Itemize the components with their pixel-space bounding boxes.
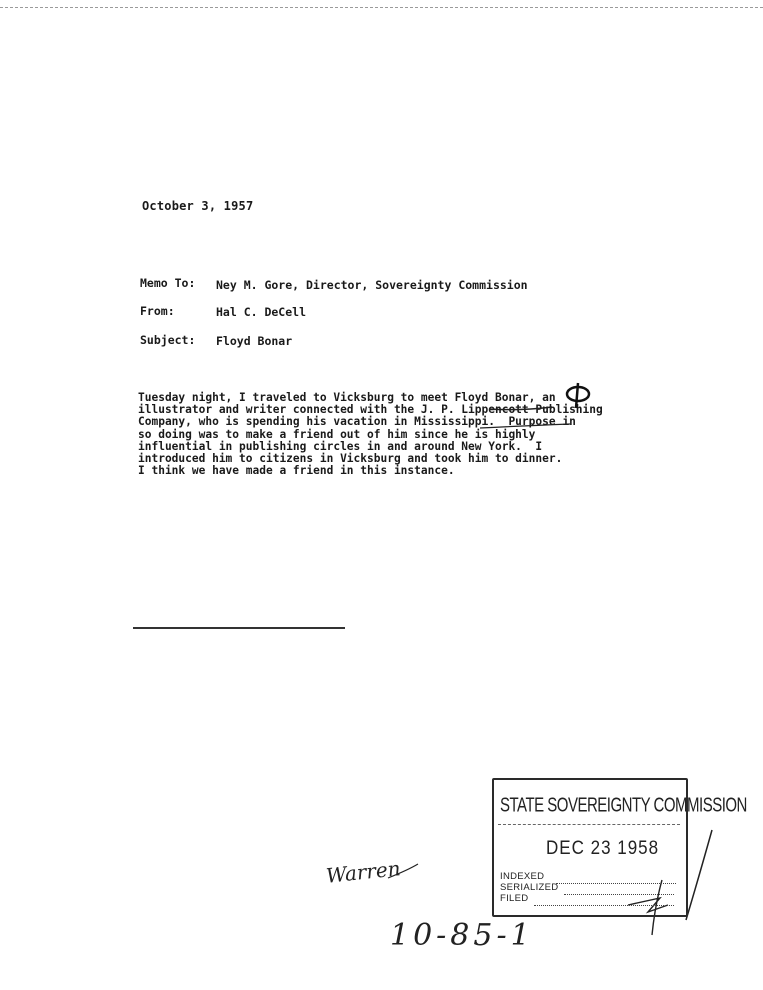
handwritten-file-number: 10-85-1 — [390, 918, 534, 953]
memo-to-label: Memo To: — [140, 276, 196, 290]
subject-label: Subject: — [140, 333, 196, 347]
memo-body — [138, 392, 678, 477]
stamp-filed-line — [534, 905, 674, 906]
signature-rule — [133, 627, 345, 629]
commission-stamp — [492, 778, 747, 917]
stamp-title-rule — [498, 824, 680, 825]
body-line: influential in publishing circles in and around New York. I — [138, 439, 543, 453]
stamp-indexed-line — [556, 883, 676, 884]
from-label: From: — [140, 304, 175, 318]
body-line: illustrator and writer connected with the J. P. Lippencott Publishing — [138, 403, 603, 417]
page-top-edge — [0, 0, 763, 8]
memo-date: October 3, 1957 — [142, 199, 254, 213]
stamp-filed: FILED — [500, 893, 529, 904]
stamp-date: DEC 23 1958 — [546, 836, 660, 859]
stamp-title: STATE SOVEREIGNTY COMMISSION — [500, 794, 747, 817]
body-line: introduced him to citizens in Vicksburg and took him to dinner. — [138, 452, 563, 466]
body-line: Tuesday night, I traveled to Vicksburg to meet Floyd Bonar, an — [138, 391, 556, 404]
body-line: Company, who is spending his vacation in Mississippi. Purpose in — [138, 415, 576, 429]
body-line: so doing was to make a friend out of him since he is highly — [138, 427, 536, 441]
body-line: I think we have made a friend in this instance. — [138, 464, 455, 478]
stamp-serialized-line — [564, 894, 674, 895]
stamp-indexed: INDEXED — [500, 871, 545, 882]
from-value: Hal C. DeCell — [216, 305, 307, 319]
handwritten-name: Warren — [324, 856, 402, 888]
stamp-slash-mark — [686, 830, 712, 920]
memo-to-value: Ney M. Gore, Director, Sovereignty Commission — [216, 278, 528, 292]
stamp-serialized: SERIALIZED — [500, 882, 559, 893]
subject-value: Floyd Bonar — [216, 334, 293, 348]
